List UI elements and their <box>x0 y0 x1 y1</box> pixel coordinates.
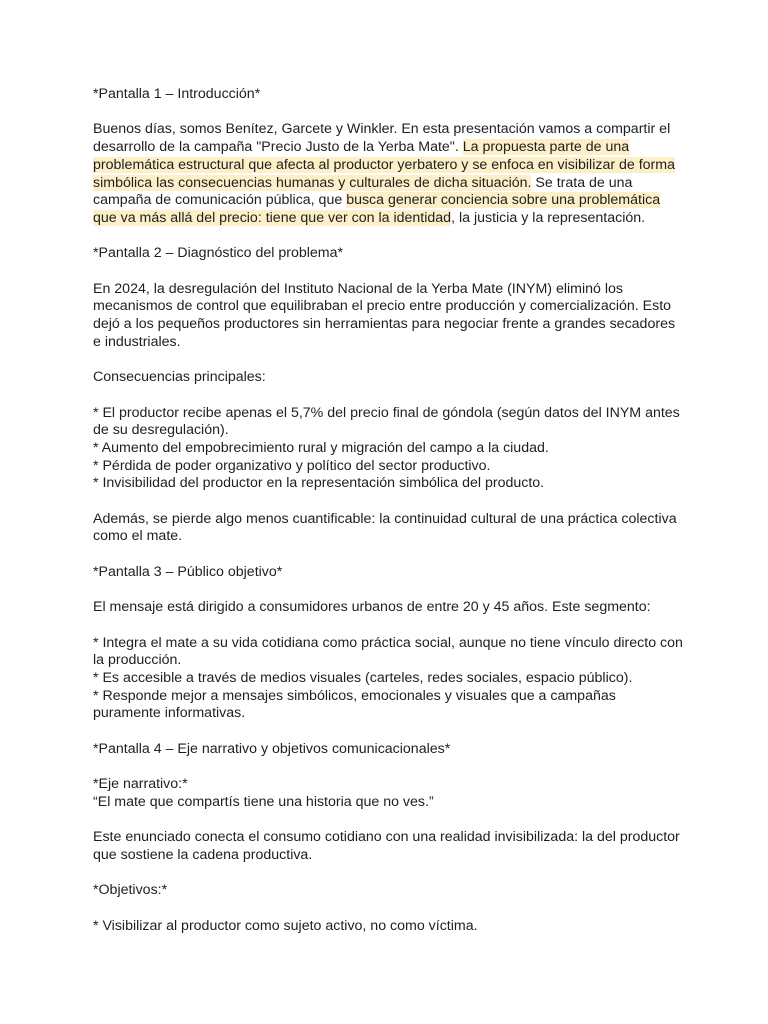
list-item: * Es accesible a través de medios visuales (carteles, redes sociales, espacio público). <box>93 670 633 687</box>
consequences-label: Consecuencias principales: <box>93 369 266 386</box>
intro-text-b: Se trata de una campaña de comunicación pública, que <box>93 174 633 209</box>
screen4-paragraph: Este enunciado conecta el consumo cotidiano con una realidad invisibilizada: la del productor que sostiene la cadena productiva. <box>93 829 680 864</box>
audience-list <box>93 635 683 724</box>
objectives-list <box>93 918 683 936</box>
list-item: * Pérdida de poder organizativo y político del sector productivo. <box>93 457 491 474</box>
list-item: * Integra el mate a su vida cotidiana como práctica social, aunque no tiene vínculo directo con la producción. <box>93 634 683 669</box>
document-body <box>93 86 683 953</box>
narrative-axis-label: *Eje narrativo:* <box>93 776 188 793</box>
screen1-intro-paragraph <box>93 121 683 227</box>
intro-text-c: , la justicia y la representación. <box>451 209 646 226</box>
screen4-heading: *Pantalla 4 – Eje narrativo y objetivos comunicacionales* <box>93 740 451 757</box>
screen3-heading: *Pantalla 3 – Público objetivo* <box>93 563 283 580</box>
screen2-heading: *Pantalla 2 – Diagnóstico del problema* <box>93 245 344 262</box>
intro-highlight-1: La propuesta parte de una problemática estructural que afecta al productor yerbatero y se enfoca en visibilizar de forma simbólica las consecuencias humanas y culturales de dicha situación. <box>93 139 675 191</box>
list-item: * Responde mejor a mensajes simbólicos, emocionales y visuales que a campañas puramente informativas. <box>93 687 616 722</box>
consequences-list <box>93 405 683 494</box>
narrative-axis-quote: “El mate que compartís tiene una historia que no ves.” <box>93 793 434 810</box>
intro-highlight-2: busca generar conciencia sobre una problemática que va más allá del precio: tiene que ver con la identidad <box>93 192 661 226</box>
list-item: * El productor recibe apenas el 5,7% del precio final de góndola (según datos del INYM antes de su desregulación). <box>93 404 680 439</box>
objectives-label: *Objetivos:* <box>93 882 168 899</box>
list-item: * Aumento del empobrecimiento rural y migración del campo a la ciudad. <box>93 439 549 456</box>
list-item: * Invisibilidad del productor en la representación simbólica del producto. <box>93 475 545 492</box>
intro-text-a: Buenos días, somos Benítez, Garcete y Winkler. En esta presentación vamos a compartir el desarrollo de la campaña "Precio Justo de la Yerba Mate". <box>93 121 671 156</box>
screen1-heading: *Pantalla 1 – Introducción* <box>93 86 261 102</box>
screen2-closing: Además, se pierde algo menos cuantificable: la continuidad cultural de una práctica colectiva como el mate. <box>93 510 677 545</box>
screen3-paragraph: El mensaje está dirigido a consumidores urbanos de entre 20 y 45 años. Este segmento: <box>93 599 651 616</box>
list-item: * Visibilizar al productor como sujeto activo, no como víctima. <box>93 917 478 934</box>
screen2-paragraph: En 2024, la desregulación del Instituto Nacional de la Yerba Mate (INYM) eliminó los mecanismos de control que equilibraban el precio entre producción y comercialización. Esto dejó a los pequeños productores sin herramientas para negociar frente a grandes secadores e industriales. <box>93 280 676 350</box>
